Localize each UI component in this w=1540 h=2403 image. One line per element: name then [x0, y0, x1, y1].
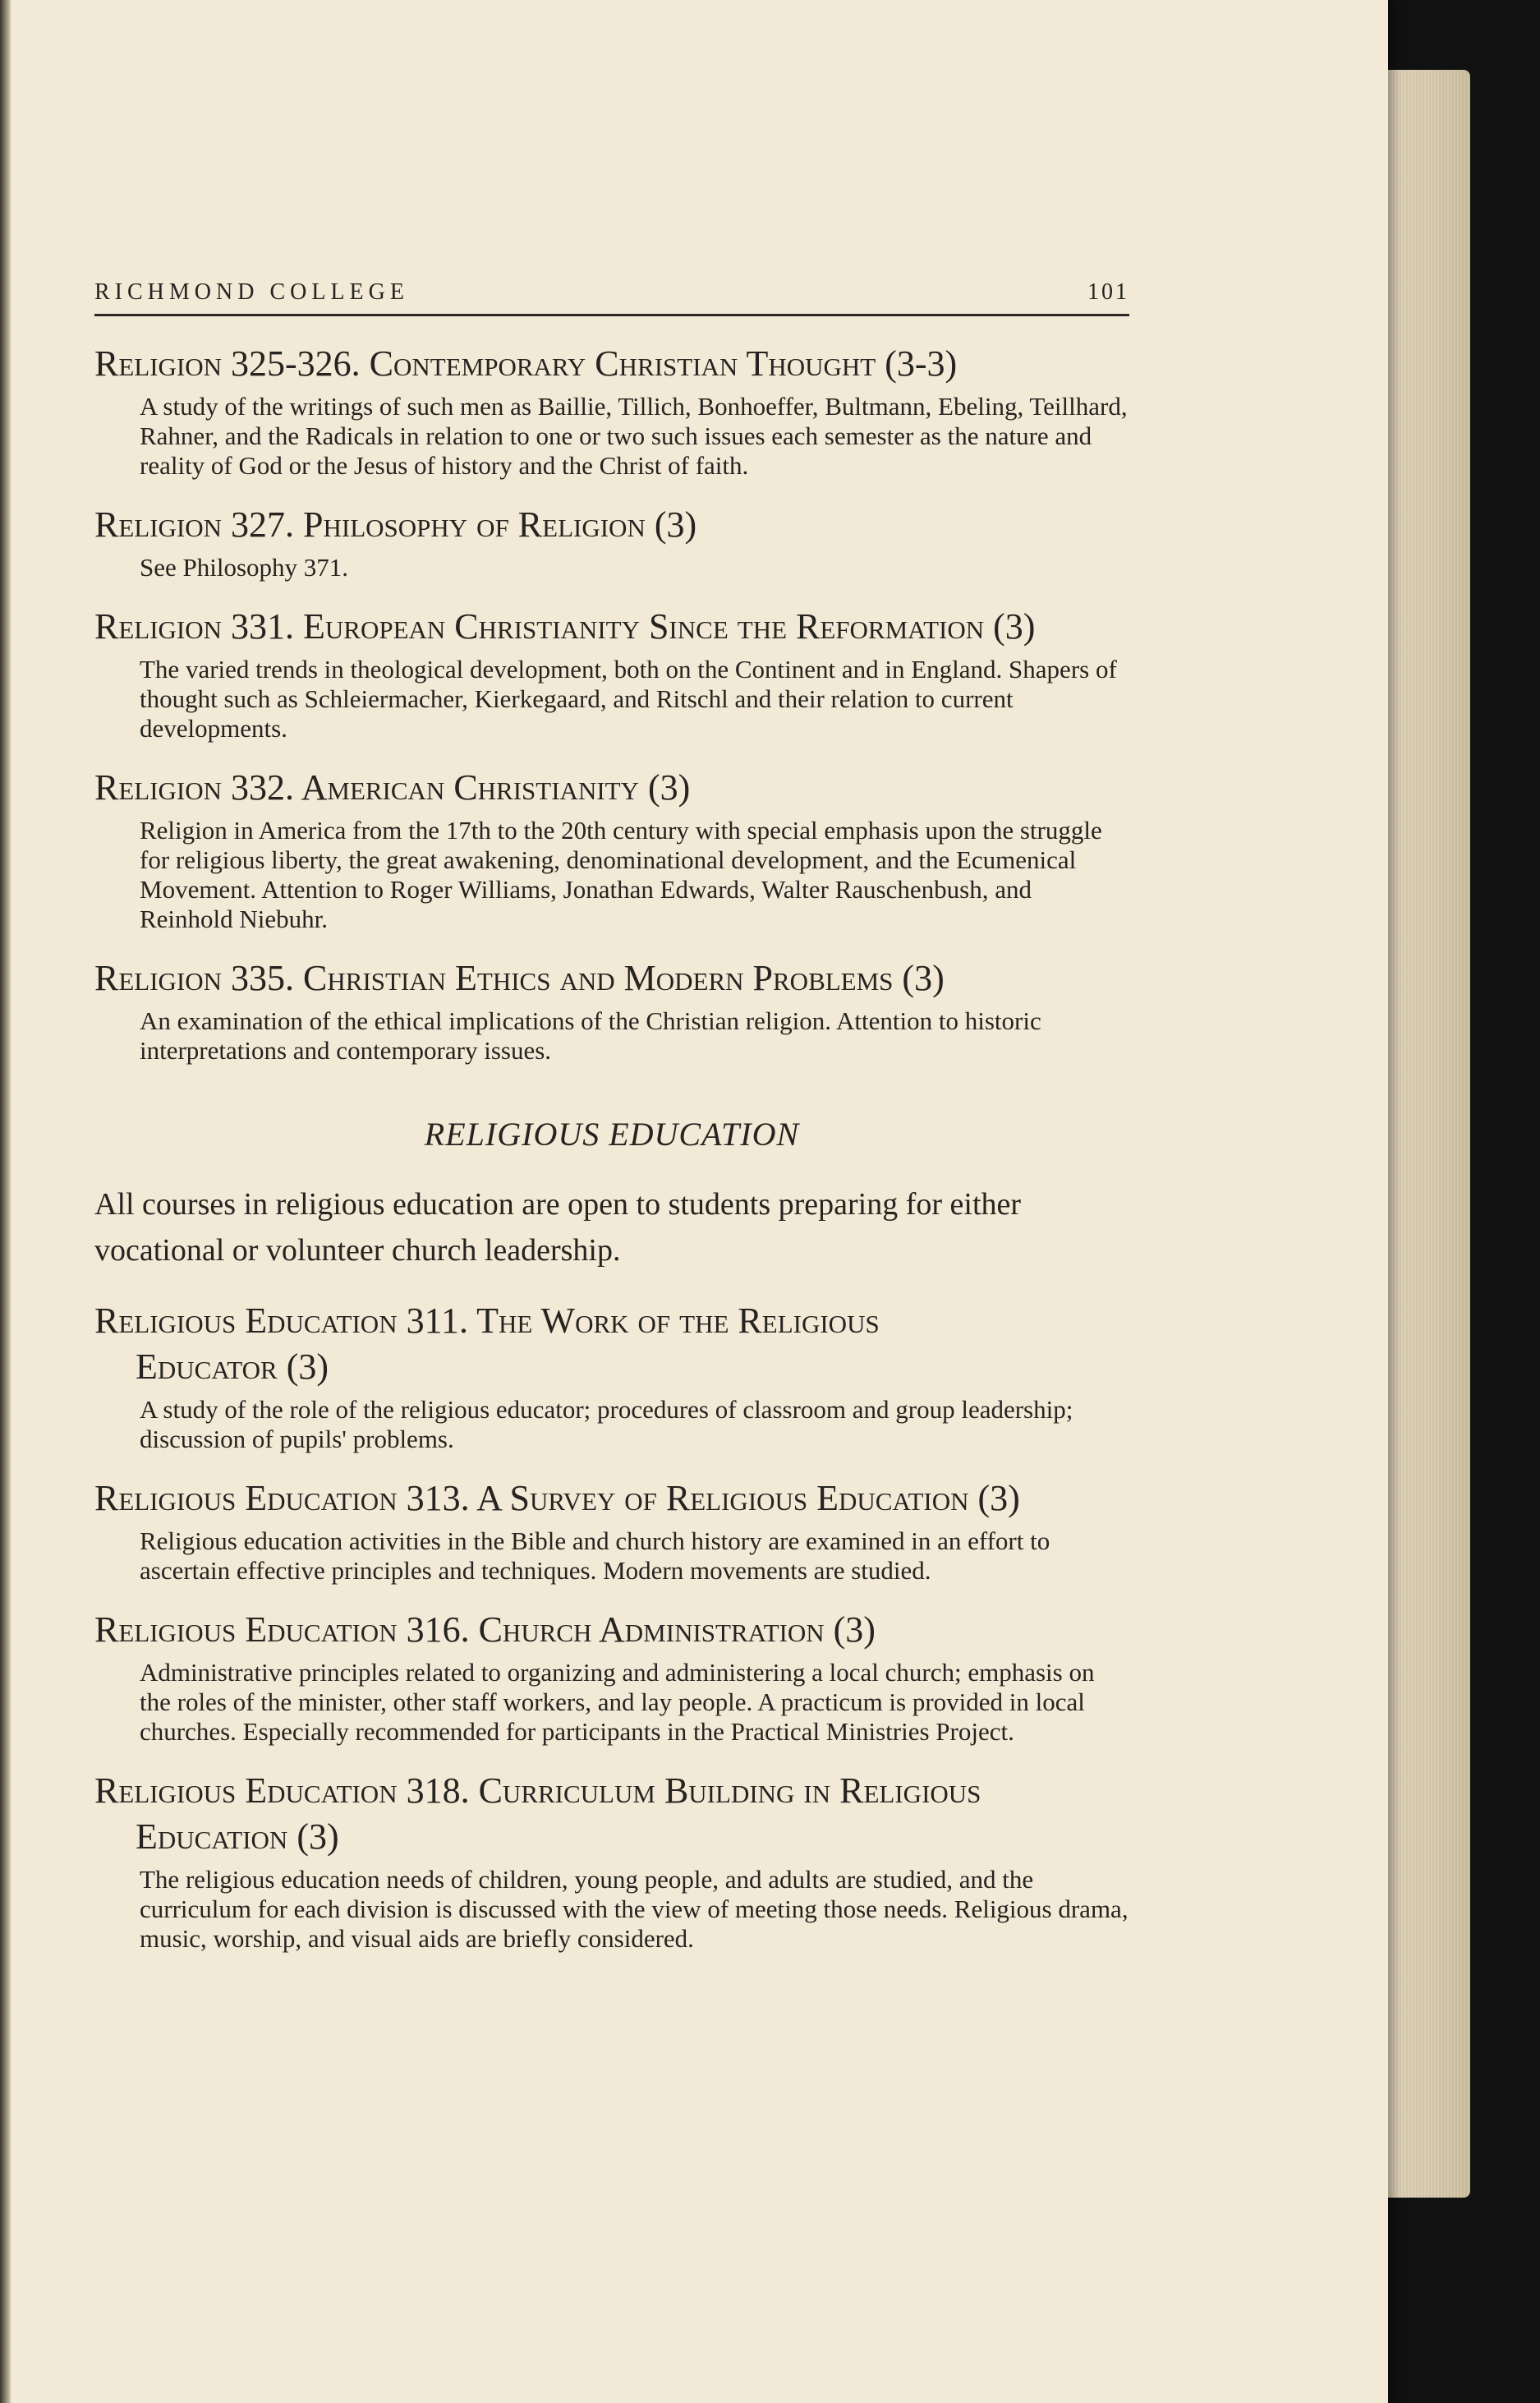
course-title [94, 1475, 1129, 1521]
course-entry [94, 955, 1129, 1066]
course-entry [94, 765, 1129, 934]
course-entry [94, 604, 1129, 743]
course-title [94, 1607, 1129, 1653]
course-title [94, 1298, 1129, 1390]
course-title-continuation: Education (3) [136, 1816, 339, 1857]
course-title-line: Religious Education 316. Church Administration (3) [94, 1609, 876, 1650]
running-head-title: RICHMOND COLLEGE [94, 279, 409, 305]
section-heading: RELIGIOUS EDUCATION [424, 1116, 800, 1153]
course-entry [94, 341, 1129, 481]
course-description: Religious education activities in the Bible and church history are examined in an effort to ascertain effective principles and techniques. Modern movements are studied. [140, 1526, 1050, 1585]
book-gutter [0, 0, 11, 2403]
course-description: An examination of the ethical implications of the Christian religion. Attention to historic interpretations and contemporary issues. [140, 1006, 1041, 1065]
course-description: See Philosophy 371. [140, 553, 349, 582]
course-title-line: Religious Education 313. A Survey of Religious Education (3) [94, 1478, 1020, 1518]
course-title-line: Religious Education 311. The Work of the Religious [94, 1300, 880, 1341]
course-description: A study of the writings of such men as Baillie, Tillich, Bonhoeffer, Bultmann, Ebeling, Teillhard, Rahner, and the Radicals in relation to one or two such issues each semester as the nature and reality of God or the Jesus of history and the Christ of faith. [140, 392, 1128, 480]
course-entry [94, 502, 1129, 582]
course-description: The religious education needs of children, young people, and adults are studied, and the curriculum for each division is discussed with the view of meeting those needs. Religious drama, music, worship, and visual aids are briefly considered. [140, 1865, 1129, 1953]
course-title: Religion 327. Philosophy of Religion (3) [94, 504, 697, 545]
course-title-line: Religious Education 318. Curriculum Building in Religious [94, 1770, 981, 1811]
course-entry [94, 1607, 1129, 1747]
section-intro: All courses in religious education are open to students preparing for either vocational or volunteer church leadership. [94, 1187, 1022, 1268]
course-title: Religion 332. American Christianity (3) [94, 767, 691, 808]
course-description: A study of the role of the religious educator; procedures of classroom and group leadership; discussion of pupils' problems. [140, 1395, 1073, 1453]
course-entry [94, 1768, 1129, 1954]
text-block [94, 279, 1129, 1954]
course-entry [94, 1475, 1129, 1586]
course-description: Administrative principles related to organizing and administering a local church; emphasis on the roles of the minister, other staff workers, and lay people. A practicum is provided in local churches. Especially recommended for participants in the Practical Ministries Project. [140, 1658, 1095, 1746]
page-number: 101 [1087, 279, 1129, 305]
course-title: Religion 331. European Christianity Since the Reformation (3) [94, 606, 1036, 647]
course-description: The varied trends in theological development, both on the Continent and in England. Shapers of thought such as Schleiermacher, Kierkegaard, and Ritschl and their relation to current developments. [140, 655, 1117, 743]
course-title [94, 1768, 1129, 1860]
course-title: Religion 325-326. Contemporary Christian Thought (3-3) [94, 343, 958, 384]
course-title: Religion 335. Christian Ethics and Modern Problems (3) [94, 958, 945, 998]
course-title-continuation: Educator (3) [136, 1347, 329, 1387]
course-entry [94, 1298, 1129, 1454]
running-head [94, 279, 1129, 316]
course-description: Religion in America from the 17th to the 20th century with special emphasis upon the struggle for religious liberty, the great awakening, denominational development, and the Ecumenical Movement. Attention to Roger Williams, Jonathan Edwards, Walter Rauschenbush, and Reinhold Niebuhr. [140, 816, 1102, 933]
